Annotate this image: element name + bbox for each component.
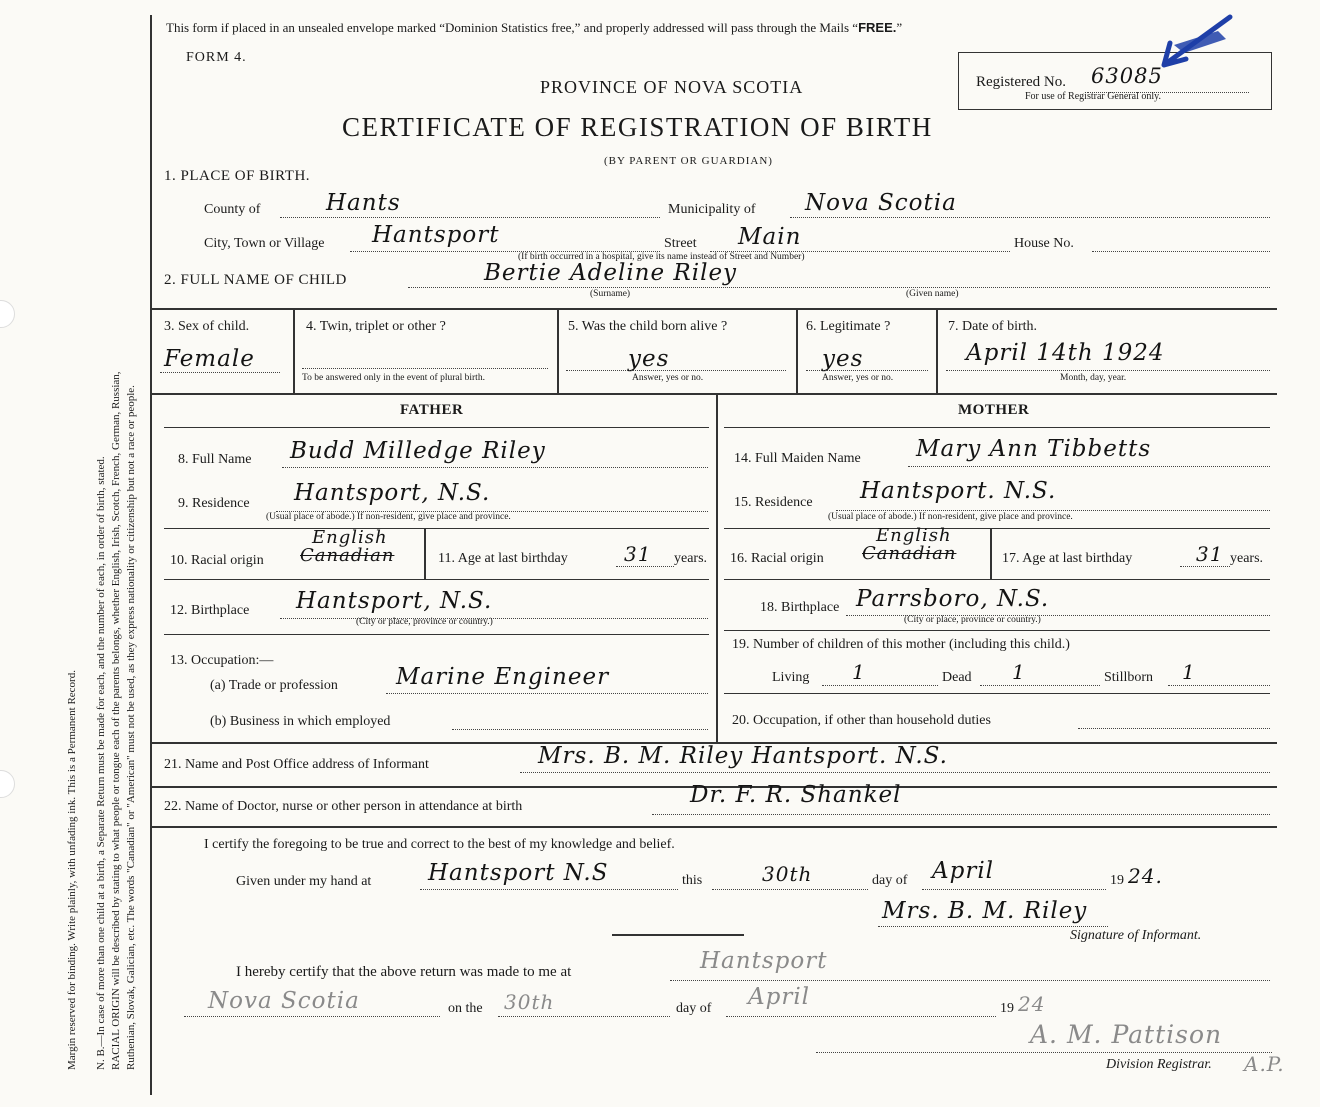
father-birthplace-value: Hantsport, N.S. — [296, 588, 493, 614]
dead-value: 1 — [1012, 660, 1026, 684]
registered-number: 63085 — [1091, 64, 1163, 88]
registrar-year-prefix: 19 — [1000, 1001, 1014, 1016]
informant-value: Mrs. B. M. Riley Hantsport. N.S. — [538, 743, 948, 769]
sex-label: 3. Sex of child. — [164, 319, 250, 334]
street-value: Main — [738, 224, 802, 250]
registrar-province-value: Nova Scotia — [208, 988, 360, 1014]
certify-year-value: 24. — [1128, 864, 1163, 888]
punch-hole-top — [0, 300, 15, 328]
father-residence-note: (Usual place of abode.) If non-resident, give place and province. — [266, 512, 511, 522]
mother-residence-note: (Usual place of abode.) If non-resident, give place and province. — [828, 512, 1073, 522]
place-of-birth-heading: 1. PLACE OF BIRTH. — [164, 168, 311, 184]
mother-birthplace-value: Parrsboro, N.S. — [856, 586, 1050, 612]
surname-note: (Surname) — [590, 289, 631, 299]
margin-line: N. B.—In case of more than one child at a birth, a Separate Return must be made for each, and the number of each, in order of birth, stated. — [95, 456, 107, 1070]
certificate-title: CERTIFICATE OF REGISTRATION OF BIRTH — [342, 112, 933, 142]
given-label: Given under my hand at — [236, 874, 372, 889]
alive-note: Answer, yes or no. — [632, 373, 704, 383]
county-value: Hants — [326, 190, 401, 216]
mother-race-value: English — [876, 525, 952, 546]
children-count-label: 19. Number of children of this mother (including this child.) — [732, 637, 1070, 652]
living-value: 1 — [852, 660, 866, 684]
given-place-value: Hantsport N.S — [428, 860, 609, 886]
street-label: Street — [664, 236, 697, 251]
informant-label: 21. Name and Post Office address of Informant — [164, 757, 429, 772]
mother-name-value: Mary Ann Tibbetts — [916, 436, 1152, 462]
father-age-value: 31 — [624, 542, 652, 566]
registrar-year-value: 24 — [1018, 992, 1046, 1016]
father-race-value: English — [312, 527, 388, 548]
stillborn-value: 1 — [1182, 660, 1196, 684]
registered-label: Registered No. — [976, 74, 1066, 90]
margin-line: Margin reserved for binding. Write plainly, with unfading ink. This is a Permanent Record. — [66, 670, 78, 1070]
sex-value: Female — [164, 346, 255, 372]
registrar-signature: A. M. Pattison — [1030, 1020, 1223, 1049]
registrar-place-value: Hantsport — [700, 948, 828, 974]
father-heading: FATHER — [400, 402, 464, 418]
dob-value: April 14th 1924 — [966, 340, 1165, 366]
certify-month-value: April — [932, 858, 995, 884]
mother-residence-label: 15. Residence — [734, 495, 813, 510]
division-registrar-label: Division Registrar. — [1106, 1057, 1212, 1072]
mother-age-label: 17. Age at last birthday — [1002, 551, 1133, 566]
informant-signature: Mrs. B. M. Riley — [882, 898, 1088, 924]
house-no-label: House No. — [1014, 236, 1074, 251]
mother-race-struck: Canadian — [862, 543, 957, 564]
city-label: City, Town or Village — [204, 236, 325, 251]
father-birthplace-note: (City or place, province or country.) — [356, 617, 493, 627]
given-name-note: (Given name) — [906, 289, 959, 299]
registrar-initials: A.P. — [1244, 1052, 1285, 1076]
registrar-day-value: 30th — [504, 990, 555, 1014]
alive-value: yes — [628, 346, 670, 372]
mother-birthplace-label: 18. Birthplace — [760, 600, 840, 615]
alive-label: 5. Was the child born alive ? — [568, 319, 728, 334]
mother-race-label: 16. Racial origin — [730, 551, 824, 566]
certify-year-prefix: 19 — [1110, 873, 1124, 888]
dob-label: 7. Date of birth. — [948, 319, 1038, 334]
stillborn-label: Stillborn — [1104, 670, 1154, 685]
certify-day-value: 30th — [762, 862, 813, 886]
certify-statement: I certify the foregoing to be true and correct to the best of my knowledge and belief. — [204, 837, 675, 852]
mother-heading: MOTHER — [958, 402, 1030, 418]
registrar-dayof-label: day of — [676, 1001, 712, 1016]
registrar-month-value: April — [748, 984, 811, 1010]
trade-label: (a) Trade or profession — [210, 678, 338, 693]
trade-value: Marine Engineer — [396, 664, 610, 690]
registered-box — [958, 52, 1272, 110]
form-number: FORM 4. — [186, 50, 247, 65]
occupation-heading: 13. Occupation:— — [170, 653, 274, 668]
father-residence-label: 9. Residence — [178, 496, 250, 511]
mail-notice-end: ” — [896, 20, 903, 35]
father-name-value: Budd Milledge Riley — [290, 438, 546, 464]
father-residence-value: Hantsport, N.S. — [294, 480, 491, 506]
left-border — [150, 15, 152, 1095]
living-label: Living — [772, 670, 810, 685]
twin-label: 4. Twin, triplet or other ? — [306, 319, 446, 334]
margin-line: RACIAL ORIGIN will be described by stating to what people or tongue each of the parents belongs, whether English, Irish, Scotch, French, German, Russian, — [110, 371, 122, 1070]
twin-note: To be answered only in the event of plural birth. — [302, 373, 485, 383]
free-text: FREE. — [858, 20, 897, 35]
mother-residence-value: Hantsport. N.S. — [860, 478, 1057, 504]
signature-informant-label: Signature of Informant. — [1070, 928, 1202, 943]
business-label: (b) Business in which employed — [210, 714, 391, 729]
this-label: this — [682, 873, 703, 888]
mail-notice-text: This form if placed in an unsealed envelope marked “Dominion Statistics free,” and properly addressed will pass through the Mails “ — [166, 20, 859, 35]
doctor-value: Dr. F. R. Shankel — [690, 782, 902, 808]
dead-label: Dead — [942, 670, 972, 685]
dob-note: Month, day, year. — [1060, 373, 1127, 383]
municipality-value: Nova Scotia — [805, 190, 957, 216]
hospital-note: (If birth occurred in a hospital, give its name instead of Street and Number) — [518, 252, 805, 262]
father-years: years. — [674, 551, 708, 566]
registrar-statement: I hereby certify that the above return was made to me at — [236, 964, 572, 980]
margin-instructions — [66, 371, 140, 1070]
mother-occupation-label: 20. Occupation, if other than household duties — [732, 713, 991, 728]
father-birthplace-label: 12. Birthplace — [170, 603, 250, 618]
child-name-label: 2. FULL NAME OF CHILD — [164, 272, 347, 288]
registrar-onthe-label: on the — [448, 1001, 483, 1016]
blue-check-mark-icon — [1134, 13, 1244, 73]
child-name-value: Bertie Adeline Riley — [484, 260, 738, 286]
county-label: County of — [204, 202, 261, 217]
legitimate-note: Answer, yes or no. — [822, 373, 894, 383]
municipality-label: Municipality of — [668, 202, 756, 217]
registrar-note: For use of Registrar General only. — [1025, 91, 1161, 102]
father-name-label: 8. Full Name — [178, 452, 252, 467]
mail-notice — [166, 20, 902, 36]
certify-dayof-label: day of — [872, 873, 908, 888]
margin-line: Ruthenian, Slovak, Galician, etc. The words "Canadian" or "American" must not be used, as they express nationality or citizenship but not a race or people. — [125, 385, 137, 1070]
doctor-label: 22. Name of Doctor, nurse or other person in attendance at birth — [164, 799, 523, 814]
province-heading: PROVINCE OF NOVA SCOTIA — [540, 77, 804, 97]
legitimate-label: 6. Legitimate ? — [806, 319, 891, 334]
certificate-subtitle: (BY PARENT OR GUARDIAN) — [604, 155, 773, 167]
city-value: Hantsport — [372, 222, 500, 248]
father-age-label: 11. Age at last birthday — [438, 551, 568, 566]
mother-name-label: 14. Full Maiden Name — [734, 451, 861, 466]
legitimate-value: yes — [822, 346, 864, 372]
mother-age-value: 31 — [1196, 542, 1224, 566]
father-race-struck: Canadian — [300, 545, 395, 566]
punch-hole-bottom — [0, 770, 15, 798]
mother-years: years. — [1230, 551, 1264, 566]
mother-birthplace-note: (City or place, province or country.) — [904, 615, 1041, 625]
father-race-label: 10. Racial origin — [170, 553, 264, 568]
